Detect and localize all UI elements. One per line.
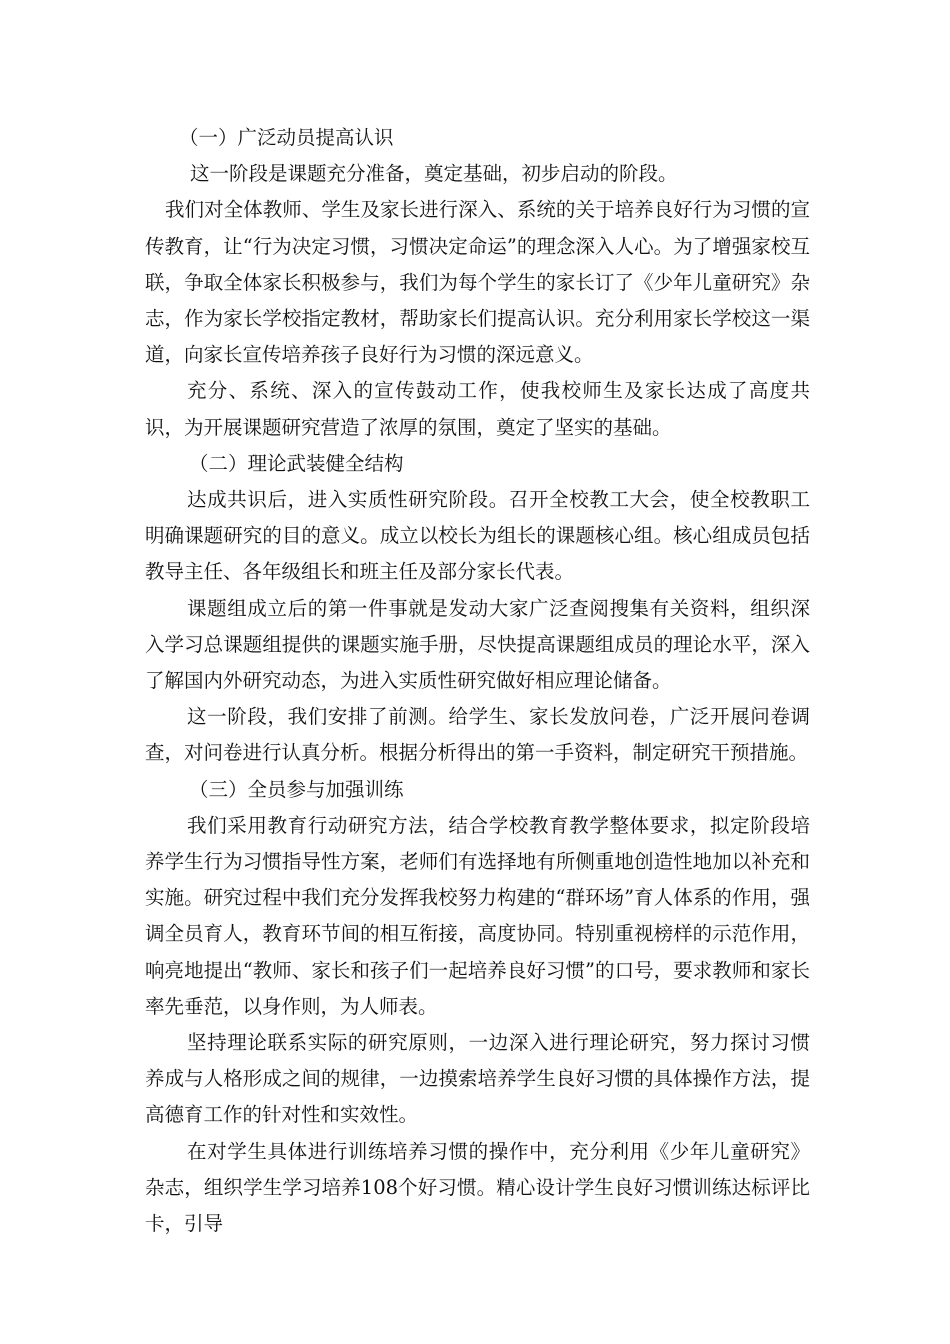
document-page xyxy=(145,120,810,1242)
paragraph: 这一阶段，我们安排了前测。给学生、家长发放问卷，广泛开展问卷调查，对问卷进行认真分析。根据分析得出的第一手资料，制定研究干预措施。 xyxy=(145,705,810,765)
section-heading: （一）广泛动员提高认识 xyxy=(179,126,394,149)
paragraph: 达成共识后，进入实质性研究阶段。召开全校教工大会，使全校教职工明确课题研究的目的意义。成立以校长为组长的课题核心组。核心组成员包括教导主任、各年级组长和班主任及部分家长代表。 xyxy=(145,488,810,584)
section-1 xyxy=(145,120,810,446)
paragraph: 我们采用教育行动研究方法，结合学校教育教学整体要求，拟定阶段培养学生行为习惯指导性方案，老师们有选择地有所侧重地创造性地加以补充和实施。研究过程中我们充分发挥我校努力构建的“群环场”育人体系的作用，强调全员育人，教育环节间的相互衔接，高度协同。特别重视榜样的示范作用，响亮地提出“教师、家长和孩子们一起培养良好习惯”的口号，要求教师和家长率先垂范，以身作则，为人师表。 xyxy=(145,813,810,1018)
section-2 xyxy=(145,446,810,772)
section-heading: （二）理论武装健全结构 xyxy=(189,451,404,475)
paragraph: 课题组成立后的第一件事就是发动大家广泛查阅搜集有关资料，组织深入学习总课题组提供的课题实施手册，尽快提高课题组成员的理论水平，深入了解国内外研究动态，为进入实质性研究做好相应理论储备。 xyxy=(145,596,810,693)
paragraph: 在对学生具体进行训练培养习惯的操作中，充分利用《少年儿童研究》杂志，组织学生学习培养108个好习惯。精心设计学生良好习惯训练达标评比卡，引导 xyxy=(145,1139,810,1236)
paragraph: 坚持理论联系实际的研究原则，一边深入进行理论研究，努力探讨习惯养成与人格形成之间的规律，一边摸索培养学生良好习惯的具体操作方法，提高德育工作的针对性和实效性。 xyxy=(145,1031,810,1127)
paragraph: 我们对全体教师、学生及家长进行深入、系统的关于培养良好行为习惯的宣传教育，让“行为决定习惯，习惯决定命运”的理念深入人心。为了增强家校互联，争取全体家长积极参与，我们为每个学生的家长订了《少年儿童研究》杂志，作为家长学校指定教材，帮助家长们提高认识。充分利用家长学校这一渠道，向家长宣传培养孩子良好行为习惯的深远意义。 xyxy=(145,198,810,367)
paragraph: 这一阶段是课题充分准备，奠定基础，初步启动的阶段。 xyxy=(190,162,678,186)
paragraph: 充分、系统、深入的宣传鼓动工作，使我校师生及家长达成了高度共识，为开展课题研究营造了浓厚的氛围，奠定了坚实的基础。 xyxy=(145,379,810,439)
section-heading: （三）全员参与加强训练 xyxy=(189,777,404,801)
section-3 xyxy=(145,772,810,1243)
